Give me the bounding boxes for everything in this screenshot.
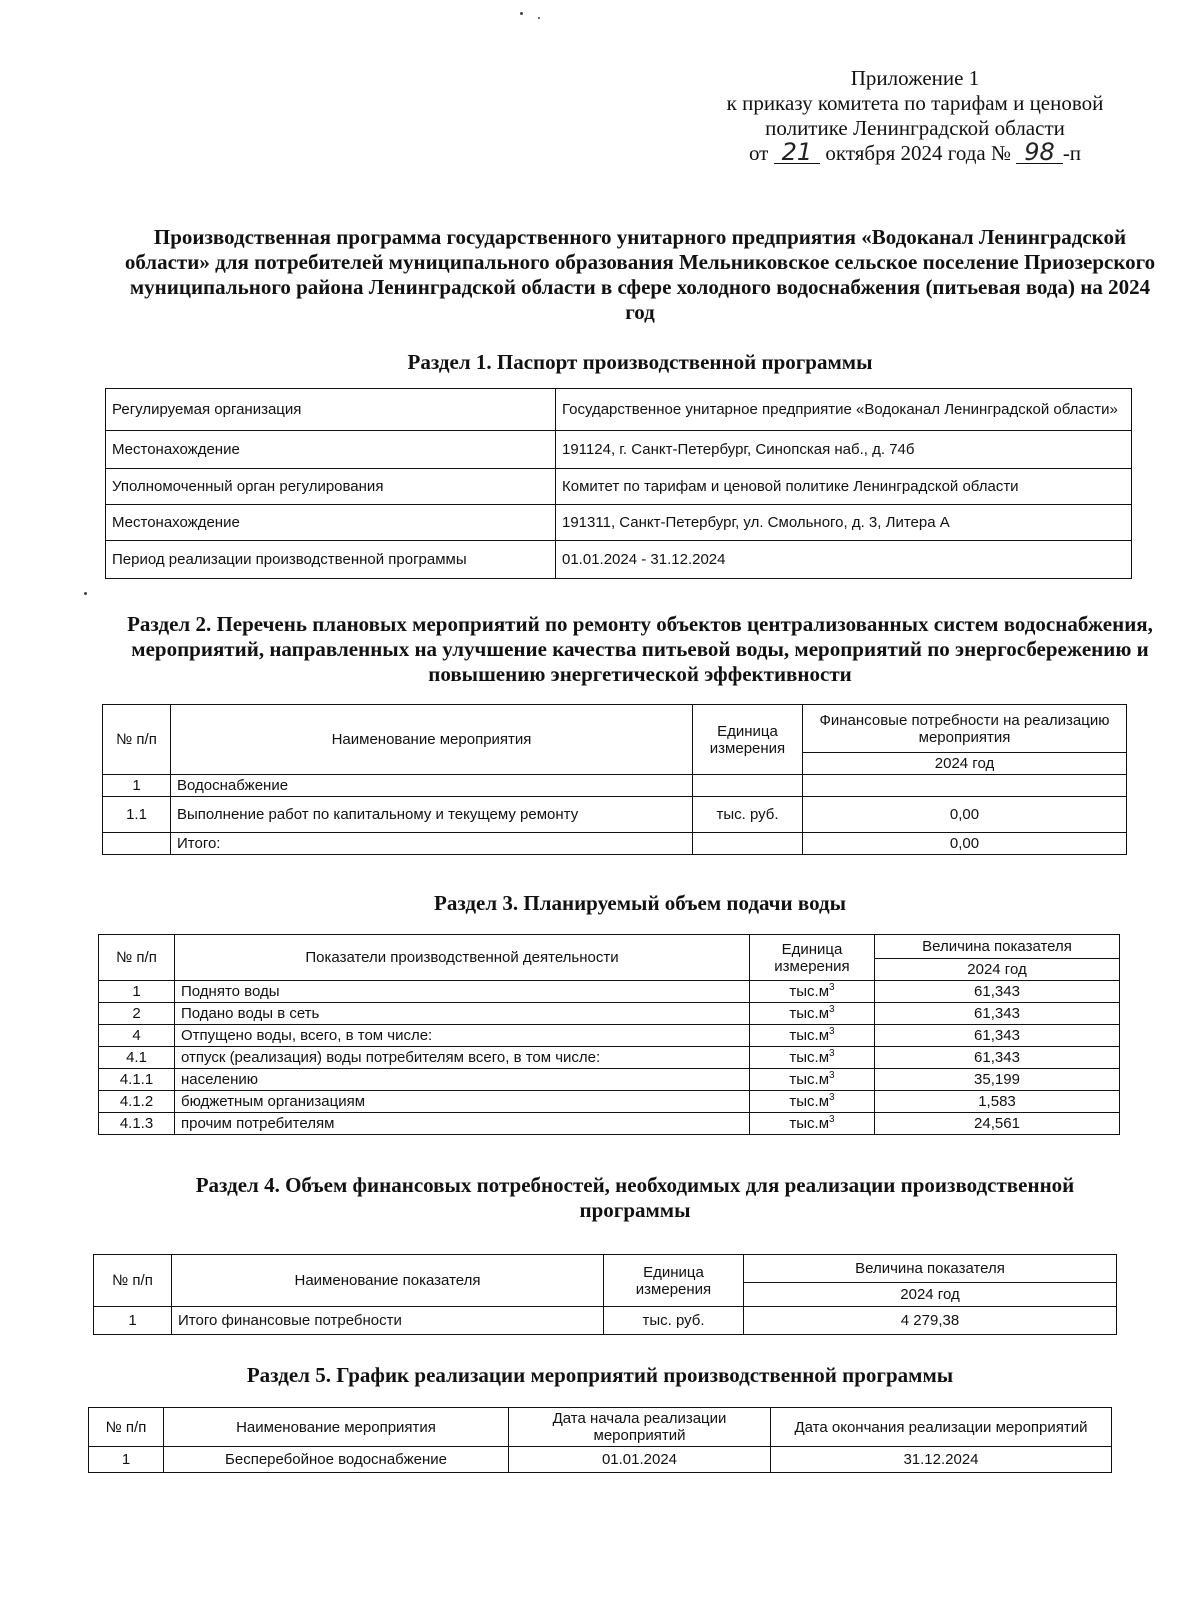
cell-name: Водоснабжение [171,775,693,797]
cell-num: 4.1 [99,1047,175,1069]
cell-name: Подано воды в сеть [175,1003,750,1025]
cell-num: 1 [89,1447,164,1473]
col-header-start: Дата начала реализации мероприятий [509,1408,771,1447]
table-row [89,1447,1112,1473]
cell-value: 35,199 [875,1069,1120,1091]
unit-exp: 3 [829,1092,835,1103]
cell-unit [750,1003,875,1025]
cell-unit [750,1091,875,1113]
table-row [99,981,1120,1003]
table-row [106,389,1132,431]
table-row [99,1091,1120,1113]
section-3-table [98,934,1120,1135]
col-header-num: № п/п [103,705,171,775]
cell-name: отпуск (реализация) воды потребителям всего, в том числе: [175,1047,750,1069]
cell-name: Поднято воды [175,981,750,1003]
col-header-value: Величина показателя [744,1255,1117,1283]
section-3-title: Раздел 3. Планируемый объем подачи воды [434,891,846,915]
cell-num: 1.1 [103,797,171,833]
table-header-row [89,1408,1112,1447]
col-header-num: № п/п [99,935,175,981]
col-header-unit: Единица измерения [750,935,875,981]
cell-unit [750,1113,875,1135]
unit-base: тыс.м [789,1115,830,1132]
passport-value: 191124, г. Санкт-Петербург, Синопская наб., д. 74б [556,431,1132,469]
section-4-title: Раздел 4. Объем финансовых потребностей, необходимых для реализации производственной программы [195,1173,1075,1222]
section-2-title: Раздел 2. Перечень плановых мероприятий по ремонту объектов централизованных систем водоснабжения, мероприятий, направленных на улучшение качества питьевой воды, мероприятий по энергосбережению и повышению энергетической эффективности [127,612,1153,686]
cell-value: 0,00 [803,797,1127,833]
appendix-line-2: к приказу комитета по тарифам и ценовой [726,91,1104,115]
passport-value: 01.01.2024 - 31.12.2024 [556,541,1132,579]
table-row [99,1113,1120,1135]
passport-label: Местонахождение [106,431,556,469]
cell-name: Итого: [171,833,693,855]
unit-base: тыс.м [789,1071,830,1088]
col-header-num: № п/п [89,1408,164,1447]
unit-exp: 3 [829,982,835,993]
cell-num: 2 [99,1003,175,1025]
table-row [99,1025,1120,1047]
date-prefix: от [748,141,769,165]
cell-name: Бесперебойное водоснабжение [164,1447,509,1473]
cell-num: 1 [99,981,175,1003]
appendix-header [690,66,1140,166]
table-row [99,1047,1120,1069]
cell-num: 1 [94,1307,172,1335]
col-header-fin: Финансовые потребности на реализацию мероприятия [803,705,1127,753]
appendix-line-1: Приложение 1 [850,66,980,90]
unit-exp: 3 [829,1048,835,1059]
cell-unit: тыс. руб. [693,797,803,833]
passport-value: Государственное унитарное предприятие «Водоканал Ленинградской области» [556,389,1132,431]
scan-speck [84,592,87,595]
number-suffix: -п [1062,141,1082,165]
passport-label: Регулируемая организация [106,389,556,431]
table-row [99,1069,1120,1091]
col-header-name: Наименование показателя [172,1255,604,1307]
cell-value: 61,343 [875,981,1120,1003]
cell-value: 61,343 [875,1025,1120,1047]
passport-value: Комитет по тарифам и ценовой политике Ленинградской области [556,469,1132,505]
unit-exp: 3 [829,1004,835,1015]
section-4-table [93,1254,1117,1335]
cell-name: прочим потребителям [175,1113,750,1135]
table-header-row [103,705,1127,753]
cell-value: 4 279,38 [744,1307,1117,1335]
scan-speck [520,12,523,15]
col-header-value: Величина показателя [875,935,1120,959]
cell-value: 61,343 [875,1003,1120,1025]
col-header-year: 2024 год [875,959,1120,981]
unit-base: тыс.м [789,1049,830,1066]
cell-unit [693,833,803,855]
section-1-table [105,388,1132,579]
section-1-title: Раздел 1. Паспорт производственной программы [407,350,873,374]
handwritten-day: 21 [774,141,821,164]
document-title: Производственная программа государственного унитарного предприятия «Водоканал Ленинградской области» для потребителей муниципального образования Мельниковское сельское поселение Приозерского муниципального района Ленинградской области в сфере холодного водоснабжения (питьевая вода) на 2024 год [124,225,1156,324]
col-header-unit: Единица измерения [693,705,803,775]
table-row [94,1307,1117,1335]
col-header-year: 2024 год [744,1283,1117,1307]
table-total-row [103,833,1127,855]
appendix-date-line [690,138,1140,166]
table-header-row [94,1255,1117,1283]
passport-label: Уполномоченный орган регулирования [106,469,556,505]
table-row [106,505,1132,541]
cell-name: Выполнение работ по капитальному и текущему ремонту [171,797,693,833]
table-row [99,1003,1120,1025]
unit-base: тыс.м [789,983,830,1000]
table-row [103,775,1127,797]
table-row [106,541,1132,579]
cell-value [803,775,1127,797]
cell-unit [750,1025,875,1047]
col-header-name: Показатели производственной деятельности [175,935,750,981]
cell-value: 0,00 [803,833,1127,855]
cell-unit: тыс. руб. [604,1307,744,1335]
cell-name: населению [175,1069,750,1091]
cell-num: 4.1.1 [99,1069,175,1091]
unit-base: тыс.м [789,1093,830,1110]
cell-value: 1,583 [875,1091,1120,1113]
cell-unit [750,1069,875,1091]
col-header-end: Дата окончания реализации мероприятий [771,1408,1112,1447]
table-header-row [99,935,1120,959]
cell-num [103,833,171,855]
cell-end: 31.12.2024 [771,1447,1112,1473]
appendix-line-3: политике Ленинградской области [765,116,1065,140]
col-header-year: 2024 год [803,753,1127,775]
table-row [106,469,1132,505]
section-5-title: Раздел 5. График реализации мероприятий производственной программы [246,1363,954,1387]
cell-name: бюджетным организациям [175,1091,750,1113]
cell-unit [750,1047,875,1069]
cell-unit [750,981,875,1003]
cell-num: 4.1.2 [99,1091,175,1113]
col-header-name: Наименование мероприятия [171,705,693,775]
handwritten-number: 98 [1016,141,1063,164]
cell-value: 24,561 [875,1113,1120,1135]
passport-label: Период реализации производственной программы [106,541,556,579]
cell-num: 4.1.3 [99,1113,175,1135]
cell-value: 61,343 [875,1047,1120,1069]
date-middle: октября 2024 года № [825,141,1012,165]
cell-num: 4 [99,1025,175,1047]
table-row [103,797,1127,833]
col-header-num: № п/п [94,1255,172,1307]
section-5-table [88,1407,1112,1473]
scan-speck [538,17,540,19]
section-2-table [102,704,1127,855]
unit-exp: 3 [829,1114,835,1125]
col-header-name: Наименование мероприятия [164,1408,509,1447]
unit-exp: 3 [829,1070,835,1081]
unit-base: тыс.м [789,1027,830,1044]
passport-label: Местонахождение [106,505,556,541]
passport-value: 191311, Санкт-Петербург, ул. Смольного, д. 3, Литера А [556,505,1132,541]
unit-base: тыс.м [789,1005,830,1022]
cell-unit [693,775,803,797]
cell-start: 01.01.2024 [509,1447,771,1473]
unit-exp: 3 [829,1026,835,1037]
cell-num: 1 [103,775,171,797]
cell-name: Итого финансовые потребности [172,1307,604,1335]
col-header-unit: Единица измерения [604,1255,744,1307]
table-row [106,431,1132,469]
cell-name: Отпущено воды, всего, в том числе: [175,1025,750,1047]
